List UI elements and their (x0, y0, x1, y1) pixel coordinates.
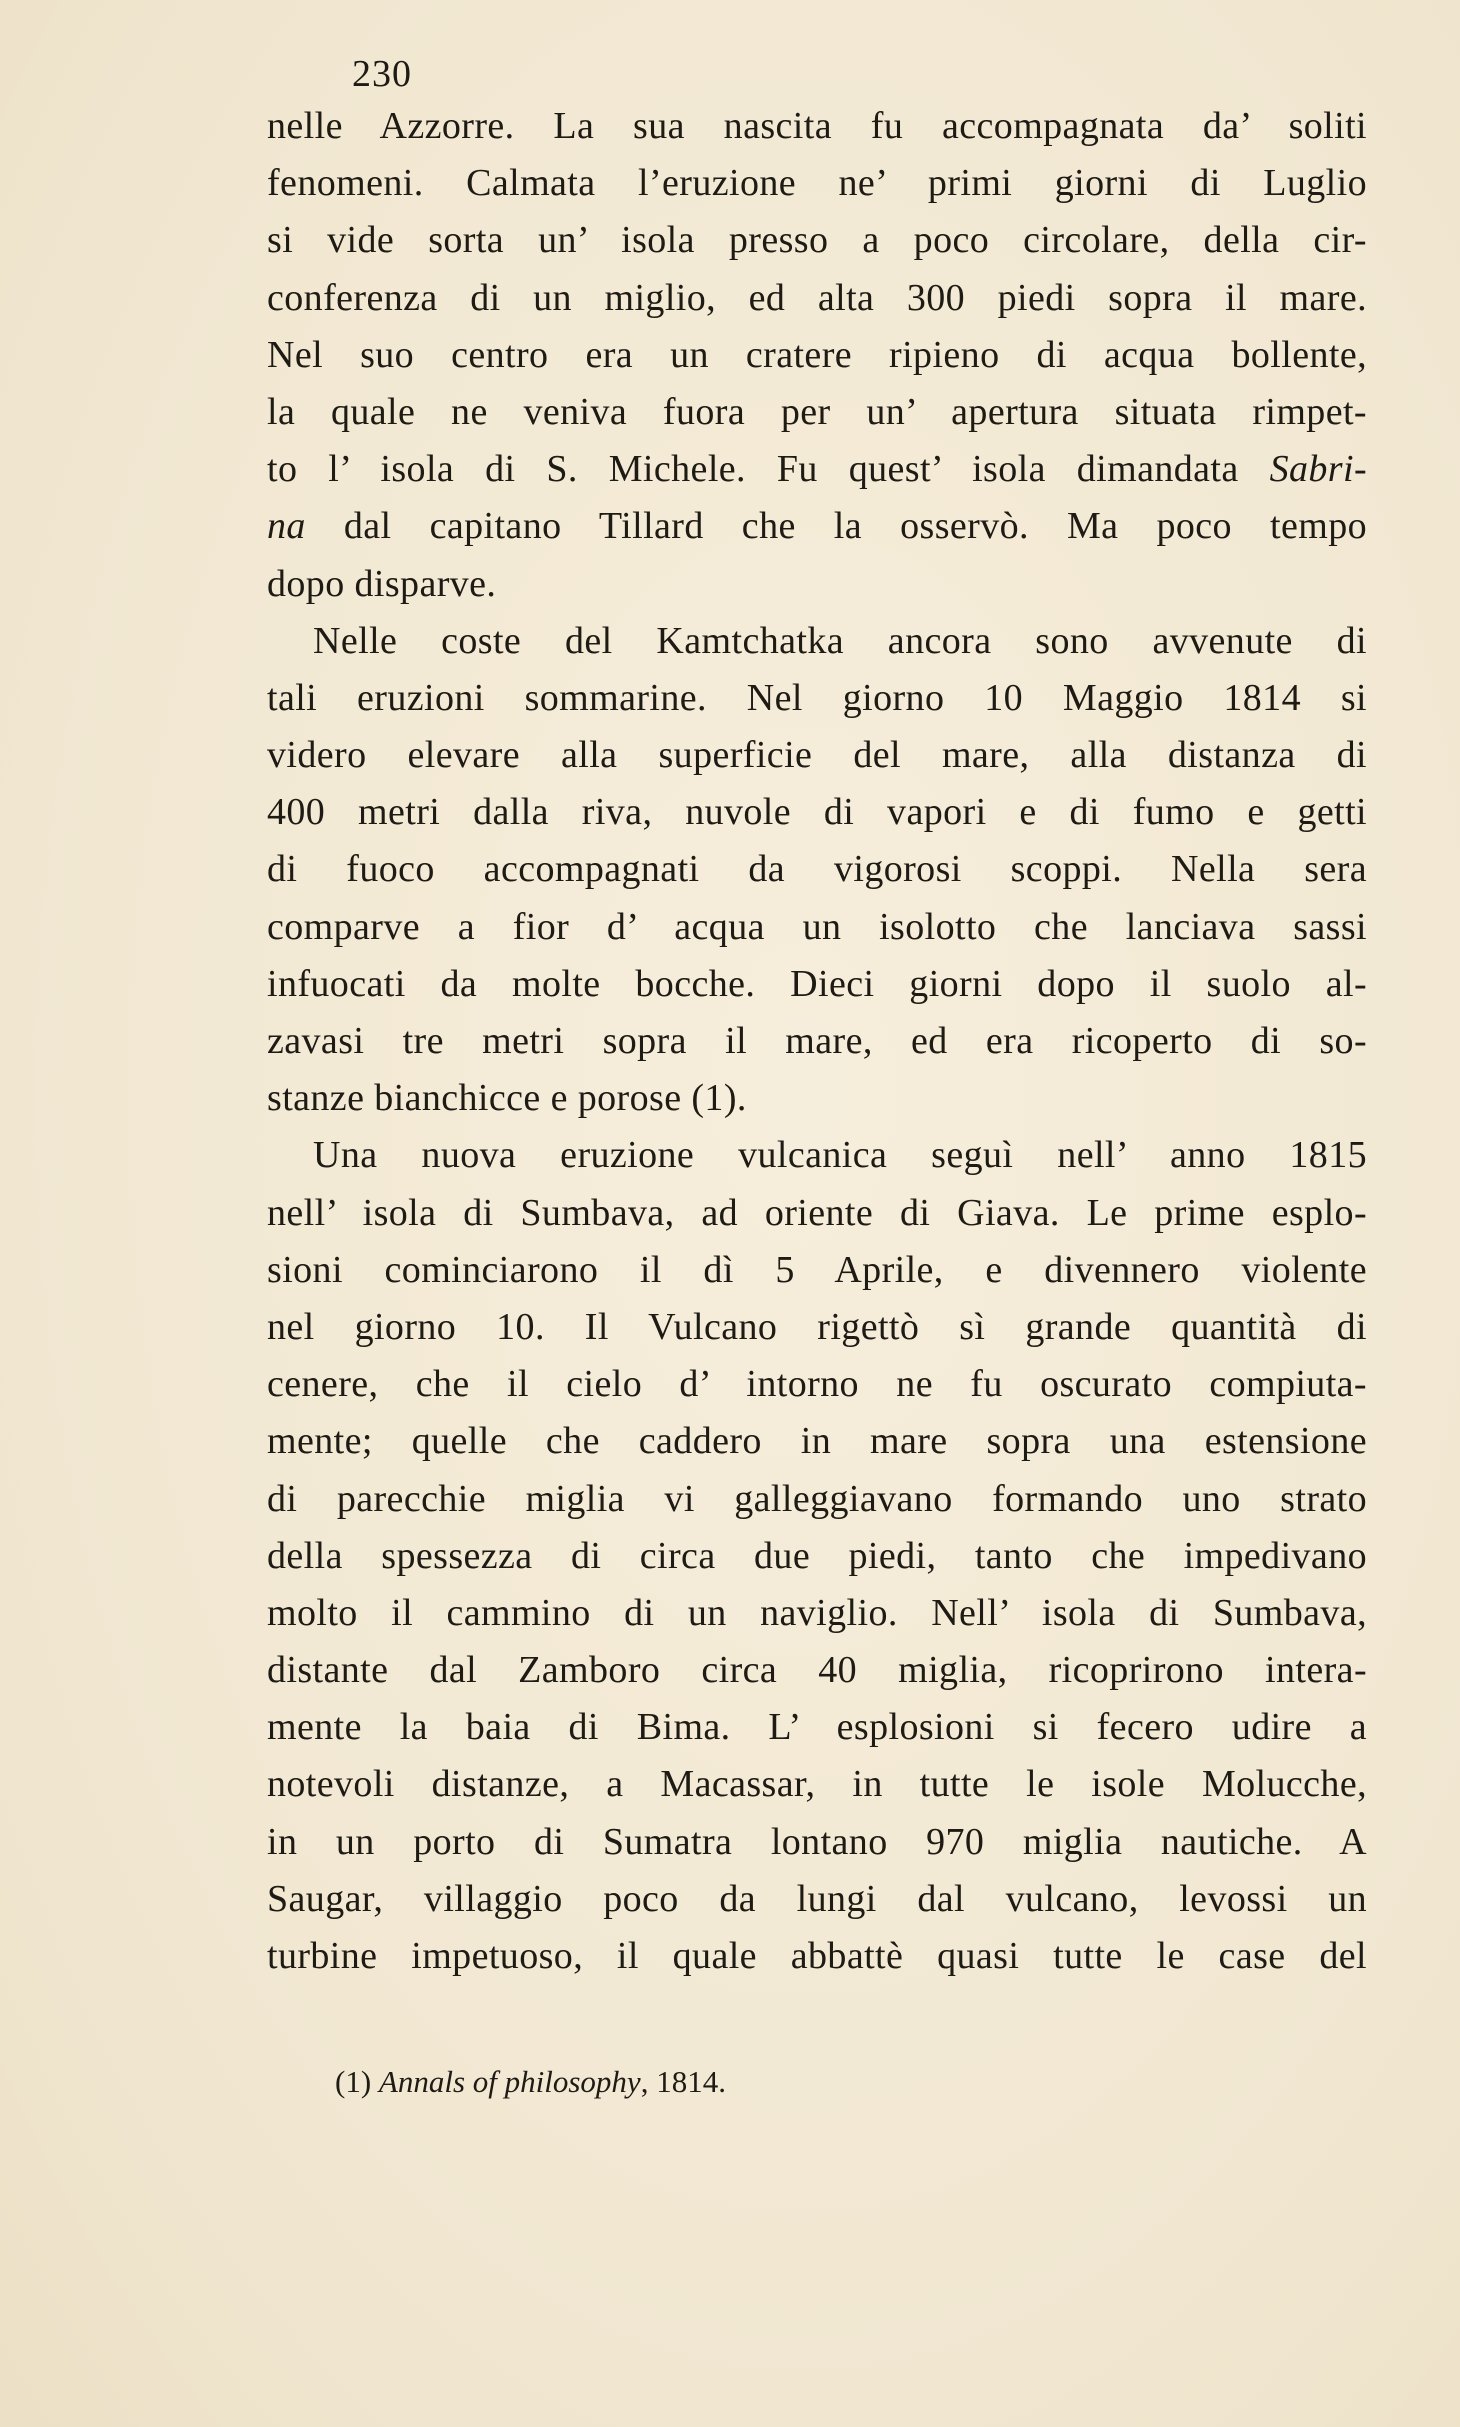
text-line: comparve a fior d’ acqua un isolotto che lanciava sassi (267, 905, 1367, 948)
page-number: 230 (352, 53, 412, 95)
italic-word: Sabri- (1269, 448, 1368, 491)
text-line: fenomeni. Calmata l’eruzione ne’ primi giorni di Luglio (267, 162, 1367, 205)
text-line: 400 metri dalla riva, nuvole di vapori e di fumo e getti (267, 791, 1367, 834)
text-line: nell’ isola di Sumbava, ad oriente di Giava. Le prime esplo- (267, 1191, 1367, 1234)
text-line: notevoli distanze, a Macassar, in tutte le isole Molucche, (267, 1763, 1367, 1806)
text-line: tali eruzioni sommarine. Nel giorno 10 Maggio 1814 si (267, 676, 1367, 719)
text-line: la quale ne veniva fuora per un’ apertura situata rimpet- (267, 390, 1367, 433)
text-line: mente la baia di Bima. L’ esplosioni si fecero udire a (267, 1706, 1367, 1749)
paragraph-start-line: Nelle coste del Kamtchatka ancora sono avvenute di (313, 619, 1367, 662)
footnote (335, 2058, 726, 2106)
text-line: molto il cammino di un naviglio. Nell’ isola di Sumbava, (267, 1591, 1367, 1634)
paragraph-end-line: stanze bianchicce e porose (1). (267, 1077, 747, 1120)
text-line: zavasi tre metri sopra il mare, ed era ricoperto di so- (267, 1020, 1367, 1062)
text-line: turbine impetuoso, il quale abbattè quasi tutte le case del (267, 1935, 1367, 1977)
text-line: si vide sorta un’ isola presso a poco circolare, della cir- (267, 219, 1367, 262)
text-line: di fuoco accompagnati da vigorosi scoppi. Nella sera (267, 848, 1367, 891)
text-line: sioni cominciarono il dì 5 Aprile, e divennero violente (267, 1248, 1367, 1291)
text-segment: dal capitano Tillard che la osservò. Ma poco tempo (343, 505, 1367, 548)
text-line: distante dal Zamboro circa 40 miglia, ricoprirono intera- (267, 1649, 1367, 1692)
text-line: nel giorno 10. Il Vulcano rigettò sì grande quantità di (267, 1305, 1367, 1348)
text-line-with-italic (267, 441, 1367, 498)
footnote-year: , 1814. (640, 2064, 726, 2099)
text-line: infuocati da molte bocche. Dieci giorni dopo il suolo al- (267, 962, 1367, 1005)
text-line: mente; quelle che caddero in mare sopra una estensione (267, 1420, 1367, 1463)
footnote-work-title: Annals of philosophy (378, 2064, 641, 2099)
text-line: cenere, che il cielo d’ intorno ne fu oscurato compiuta- (267, 1363, 1367, 1406)
text-line: nelle Azzorre. La sua nascita fu accompagnata da’ soliti (267, 105, 1367, 147)
paragraph-end-line: dopo disparve. (267, 562, 497, 605)
text-line: di parecchie miglia vi galleggiavano formando uno strato (267, 1477, 1367, 1520)
text-line: Nel suo centro era un cratere ripieno di acqua bollente, (267, 333, 1367, 376)
text-line-with-italic (267, 498, 1367, 555)
text-line: Saugar, villaggio poco da lungi dal vulcano, levossi un (267, 1877, 1367, 1920)
text-line: in un porto di Sumatra lontano 970 miglia nautiche. A (267, 1820, 1367, 1863)
text-line: videro elevare alla superficie del mare, alla distanza di (267, 734, 1367, 777)
footnote-marker: (1) (335, 2064, 372, 2099)
italic-word: na (267, 505, 306, 548)
paragraph-start-line: Una nuova eruzione vulcanica seguì nell’ anno 1815 (313, 1134, 1367, 1177)
text-segment: to l’ isola di S. Michele. Fu quest’ isola dimandata (267, 448, 1239, 491)
body-text (267, 98, 1367, 1985)
text-line: della spessezza di circa due piedi, tanto che impedivano (267, 1534, 1367, 1577)
text-line: conferenza di un miglio, ed alta 300 piedi sopra il mare. (267, 276, 1367, 319)
